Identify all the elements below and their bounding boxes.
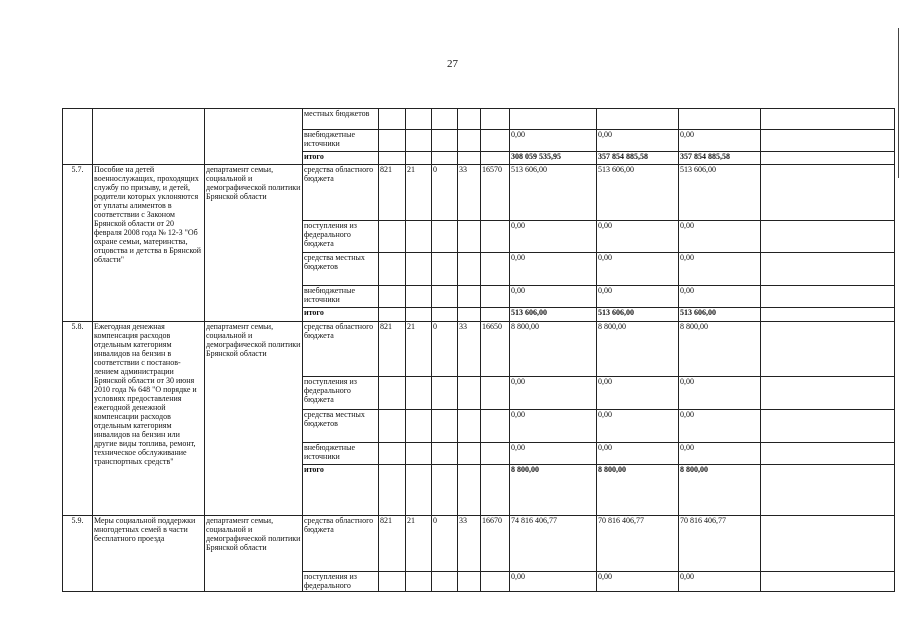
- value-cell: 0,00: [679, 572, 761, 592]
- value-cell: 0,00: [679, 253, 761, 286]
- code-cell: 16570: [481, 165, 510, 221]
- value-cell: 0,00: [679, 410, 761, 443]
- value-cell: 0,00: [597, 377, 679, 410]
- value-cell: 0,00: [597, 286, 679, 308]
- executor: департамент семьи, социальной и демографической политики Брянской области: [205, 165, 303, 322]
- value-cell: 0,00: [510, 286, 597, 308]
- total-value: 513 606,00: [679, 308, 761, 322]
- source-label: внебюджетные источники: [303, 286, 379, 308]
- code-cell: 821: [379, 516, 406, 572]
- value-cell: 513 606,00: [597, 165, 679, 221]
- value-cell: 0,00: [510, 572, 597, 592]
- value-cell: 0,00: [597, 572, 679, 592]
- budget-table: [62, 108, 895, 592]
- code-cell: 0: [432, 322, 458, 377]
- total-value: 357 854 885,58: [597, 152, 679, 165]
- value-cell: 0,00: [679, 377, 761, 410]
- total-value: 308 059 535,95: [510, 152, 597, 165]
- value-cell: 0,00: [510, 221, 597, 253]
- source-label: поступления из федерального бюджета: [303, 221, 379, 253]
- value-cell: 70 816 406,77: [679, 516, 761, 572]
- code-cell: 33: [458, 322, 481, 377]
- table-row: [63, 322, 895, 377]
- source-label: средства областного бюджета: [303, 516, 379, 572]
- value-cell: 513 606,00: [510, 165, 597, 221]
- measure-name: Пособие на детей военнослужащих, проходящих службу по призыву, и детей, родители которых уклоняются от уплаты алиментов в соответствии с Законом Брянской области от 20 февраля 2008 года № 12-З "Об охране семьи, материнства, отцовства и детства в Брянской области": [93, 165, 205, 322]
- total-label: итого: [303, 465, 379, 516]
- value-cell: 74 816 406,77: [510, 516, 597, 572]
- value-cell: 70 816 406,77: [597, 516, 679, 572]
- code-cell: 821: [379, 165, 406, 221]
- source-label: средства местных бюджетов: [303, 410, 379, 443]
- page-number: 27: [447, 58, 458, 70]
- value-cell: 0,00: [510, 443, 597, 465]
- value-cell: 0,00: [510, 410, 597, 443]
- source-label: средства областного бюджета: [303, 165, 379, 221]
- total-value: 8 800,00: [597, 465, 679, 516]
- code-cell: 33: [458, 516, 481, 572]
- value-cell: 0,00: [510, 377, 597, 410]
- source-label: средства местных бюджетов: [303, 253, 379, 286]
- value-cell: 0,00: [510, 130, 597, 152]
- value-cell: 8 800,00: [510, 322, 597, 377]
- code-cell: 821: [379, 322, 406, 377]
- source-label: поступления из федерального бюджета: [303, 377, 379, 410]
- code-cell: 33: [458, 165, 481, 221]
- code-cell: 0: [432, 516, 458, 572]
- code-cell: 21: [406, 516, 432, 572]
- code-cell: 0: [432, 165, 458, 221]
- value-cell: 0,00: [510, 253, 597, 286]
- total-value: 8 800,00: [679, 465, 761, 516]
- value-cell: 0,00: [597, 221, 679, 253]
- total-value: 8 800,00: [510, 465, 597, 516]
- code-cell: 16650: [481, 322, 510, 377]
- total-value: 513 606,00: [597, 308, 679, 322]
- executor: департамент семьи, социальной и демографической политики Брянской области: [205, 322, 303, 516]
- code-cell: 21: [406, 165, 432, 221]
- value-cell: 0,00: [679, 130, 761, 152]
- scan-edge-line: [898, 28, 899, 178]
- table-row: [63, 516, 895, 572]
- source-label: местных бюджетов: [303, 109, 379, 130]
- section-number: 5.7.: [63, 165, 93, 322]
- value-cell: 8 800,00: [679, 322, 761, 377]
- value-cell: 0,00: [597, 410, 679, 443]
- blank-cell: [63, 109, 93, 165]
- value-cell: 0,00: [597, 253, 679, 286]
- table-row: [63, 165, 895, 221]
- value-cell: 0,00: [679, 443, 761, 465]
- section-number: 5.9.: [63, 516, 93, 592]
- source-label: внебюджетные источники: [303, 130, 379, 152]
- value-cell: 0,00: [597, 130, 679, 152]
- blank-cell: [205, 109, 303, 165]
- total-value: 357 854 885,58: [679, 152, 761, 165]
- total-label: итого: [303, 308, 379, 322]
- total-value: 513 606,00: [510, 308, 597, 322]
- executor: департамент семьи, социальной и демографической политики Брянской области: [205, 516, 303, 592]
- total-label: итого: [303, 152, 379, 165]
- table-row: [63, 109, 895, 130]
- value-cell: 0,00: [597, 443, 679, 465]
- value-cell: 8 800,00: [597, 322, 679, 377]
- value-cell: 0,00: [679, 221, 761, 253]
- blank-cell: [93, 109, 205, 165]
- source-label: поступления из федерального: [303, 572, 379, 592]
- code-cell: 16670: [481, 516, 510, 572]
- section-number: 5.8.: [63, 322, 93, 516]
- source-label: внебюджетные источники: [303, 443, 379, 465]
- code-cell: 21: [406, 322, 432, 377]
- measure-name: Меры социальной поддержки многодетных семей в части бесплатного проезда: [93, 516, 205, 592]
- source-label: средства областного бюджета: [303, 322, 379, 377]
- measure-name: Ежегодная денежная компенсация расходов отдельным категориям инвалидов на бензин в соответствии с постанов- лением администрации Брянской области от 30 июня 2010 года № 648 "О порядке и условиях предоставления ежегодной денежной компенсации расходов отдельным категориям инвалидов на бензин или другие виды топлива, ремонт, техническое обслуживание транспортных средств": [93, 322, 205, 516]
- value-cell: 0,00: [679, 286, 761, 308]
- value-cell: 513 606,00: [679, 165, 761, 221]
